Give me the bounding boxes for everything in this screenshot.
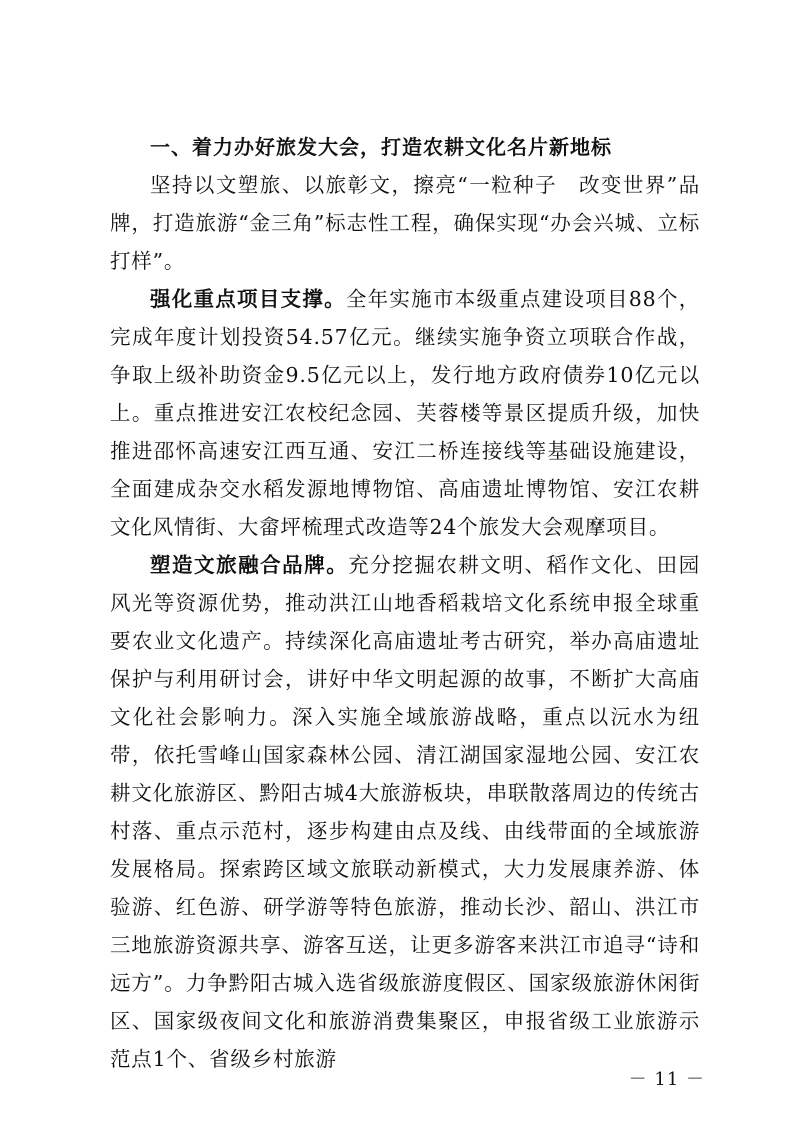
paragraph-text: 充分挖掘农耕文明、稻作文化、田园风光等资源优势，推动洪江山地香稻栽培文化系统申报全球重要农业文化遗产。持续深化高庙遗址考古研究，举办高庙遗址保护与利用研讨会，讲好中华文明起源的故事，不断扩大高庙文化社会影响力。深入实施全域旅游战略，重点以沅水为纽带，依托雪峰山国家森林公园、清江湖国家湿地公园、安江农耕文化旅游区、黔阳古城4大旅游板块，串联散落周边的传统古村落、重点示范村，逐步构建由点及线、由线带面的全域旅游发展格局。探索跨区域文旅联动新模式，大力发展康养游、体验游、红色游、研学游等特色旅游，推动长沙、韶山、洪江市三地旅游资源共享、游客互送，让更多游客来洪江市追寻“诗和远方”。力争黔阳古城入选省级旅游度假区、国家级旅游休闲街区、国家级夜间文化和旅游消费集聚区，申报省级工业旅游示范点1个、省级乡村旅游: [110, 553, 700, 1071]
paragraph-lead: 强化重点项目支撑。: [150, 287, 346, 311]
page-number: － 11 －: [628, 1069, 705, 1090]
body-text: [110, 128, 700, 1078]
section-heading: 一、着力办好旅发大会，打造农耕文化名片新地标: [150, 135, 612, 159]
intro-paragraph: 坚持以文塑旅、以旅彰文，擦亮“一粒种子 改变世界”品牌，打造旅游“金三角”标志性工程，确保实现“办会兴城、立标打样”。: [110, 173, 700, 273]
paragraph-project-support: [110, 280, 700, 546]
paragraph-text: 全年实施市本级重点建设项目88个，完成年度计划投资54.57亿元。继续实施争资立项联合作战，争取上级补助资金9.5亿元以上，发行地方政府债券10亿元以上。重点推进安江农校纪念园、芙蓉楼等景区提质升级，加快推进邵怀高速安江西互通、安江二桥连接线等基础设施建设，全面建成杂交水稻发源地博物馆、高庙遗址博物馆、安江农耕文化风情街、大畲坪梳理式改造等24个旅发大会观摩项目。: [110, 287, 701, 539]
paragraph-culture-tourism-brand: [110, 546, 700, 1078]
paragraph-lead: 塑造文旅融合品牌。: [150, 553, 349, 577]
